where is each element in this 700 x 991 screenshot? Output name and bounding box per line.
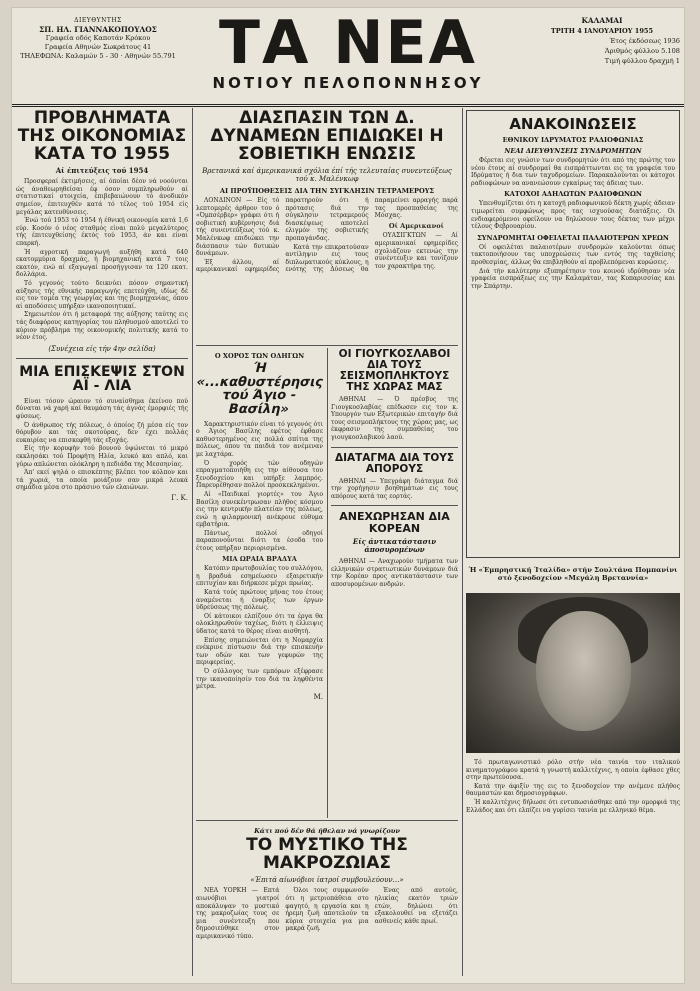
longevity-body [196, 887, 458, 940]
briefs-column [331, 349, 458, 819]
issue-number: Άριθμός φύλλου 5.108 [604, 47, 680, 55]
phones: ΤΗΛΕΦΩΝΑ: Καλαμών 5 - 30 · Αθηνών 55.791 [20, 52, 176, 60]
main-headline: ΔΙΑΣΠΑΣΙΝ ΤΩΝ Δ. ΔΥΝΑΜΕΩΝ ΕΠΙΔΙΩΚΕΙ Η ΣΟΒΙΕΤΙΚΗ ΕΝΩΣΙΣ [210, 110, 444, 164]
paragraph: Σημειωτέον ότι ή μεταφορά της αύξησης ταύτης εις τάς διαφόρους κατηγορίας του πληθυσμού αποτελεί το κύριον πρόβλημα της οικονομικής πολιτικής κατά το νέον έτος. [16, 311, 188, 342]
office-address-2: Γραφεία Αθηνών Σωκράτους 41 [44, 43, 152, 51]
evening-label: ΜΙΑ ΩΡΑΙΑ ΒΡΑΔΥΑ [222, 554, 297, 563]
signature: Μ. [313, 692, 323, 701]
economy-body [16, 178, 188, 341]
economy-headline: ΠΡΟΒΛΗΜΑΤΑ ΤΗΣ ΟΙΚΟΝΟΜΙΑΣ ΚΑΤΑ ΤΟ 1955 [17, 110, 187, 164]
photo-caption: Ή «Έμπρηστική Ίταλίδα» στήν Σουλτάνα Πομπανίνι στό ξενοδοχείον «Μεγάλη Βρεταννία» [468, 566, 678, 582]
paragraph: Προσφεραί έκτιμήσεις, αί όποίαι δέον νά νοούνται ώς άναθεωρηθείσαι έφ όσον συμπληρωθούν αί στατιστικαί στοιχεία, έπιβεβαιώνουν τό άνοδικόν σημείον, έπιτευχθέν κατά τό τέλος τού 1954 είς μεγάλας κατευθύνσεις. [16, 178, 188, 216]
paragraph: ΑΘΗΝΑΙ — Ό πρέσβυς της Γιουγκοσλαβίας επέδωσεν εις τον κ. Υπουργόν των Εξωτερικών επιταγήν διά τους σεισμοπλήκτους της χώρας μας, ως έκφρασιν της συμπαθείας του γιουγκοσλαβικού λαού. [331, 396, 458, 442]
paragraph: Φέρεται εις γνώσιν των συνδρομητών ότι από της πρώτης του νέου έτους αί συνδρομαί θα εισπράττωνται εις τα γραφεία του Ιδρύματος ή δια των ταχυδρομείων. Παρακαλούνται οι κάτοχοι ραδιοφώνων να ανανεώσουν εγκαίρως τας άδειας των. [471, 157, 675, 187]
unregistered-radio-label: ΚΑΤΟΧΟΙ ΑΔΗΛΩΤΩΝ ΡΑΔΙΟΦΩΝΩΝ [504, 190, 642, 199]
year-of-issue: Έτος έκδόσεως 1936 [609, 37, 680, 45]
longevity-headline: ΤΟ ΜΥΣΤΙΚΟ ΤΗΣ ΜΑΚΡΟΖΩΙΑΣ [246, 835, 408, 873]
paragraph: Τό πρωταγωνιστικό ρόλο στήν νέα ταινία του ιταλικού κινηματογράφου κρατά η γνωστή καλλιτέχνις, η οποία έφθασε χθες στην πρωτεύουσα. [466, 759, 680, 782]
paragraph: Οί οφειλέται παλαιοτέρων συνδρομών καλούνται όπως τακτοποιήσουν τας υποχρεώσεις των εντός της ταχθείσης προθεσμίας, άλλως θα επιβληθούν αί προβλεπόμεναι κυρώσεις. [471, 243, 675, 266]
paragraph: Ό σύλλογος των εμπόρων εξέφρασε την ικανοποίησίν του διά τα ληφθέντα μέτρα. [196, 667, 323, 691]
announcements-body-3 [471, 244, 675, 291]
paragraph: Κατά τούς πρώτους μήνας του έτους αναμένεται ή έναρξις των έργων ύδρεύσεως της πόλεως. [196, 589, 323, 612]
announcements-body [471, 157, 675, 187]
paragraph: Όλοι τους συμφωνούν ότι η μετριοπάθεια στο φαγητό, η εργασία και η ήρεμη ζωή αποτελούν τα κύρια στοιχεία για μια μακρά ζωή. [285, 887, 369, 933]
longevity-story [196, 824, 458, 976]
actress-story [466, 563, 680, 976]
paragraph: ΟΥΑΣΙΓΚΤΩΝ — Αί αμερικανικαί εφημερίδες σχολιάζουν εκτενώς την συνέντευξιν και τονίζουν τον χαρακτήρα της. [374, 232, 458, 270]
issue-date: ΤΡΙΤΗ 4 ΙΑΝΟΥΑΡΙΟΥ 1955 [550, 27, 654, 35]
actress-photo [466, 593, 680, 753]
santa-body [196, 421, 323, 691]
paragraph: Ένώ τού 1953 τό 1954 ή έθνική οικονομία κατά 1,6 εύρ. Κοσόν ό νέος σταθμός είναι πολύ μεγαλύτερος τής έπιτευχθείσης έκτός τού 1953, άν και είναι επαρκή. [16, 217, 188, 248]
paragraph: Επίσης σημειώνεται ότι η Νομαρχία ενέκρινε πίστωσιν διά την επισκευήν των οδών και των γεφυρών της περιφερείας. [196, 636, 323, 667]
director-label: ΔΙΕΥΘΥΝΤΗΣ [74, 17, 122, 24]
newspaper-subtitle: ΝΟΤΙΟΥ ΠΕΛΟΠΟΝΝΗΣΟΥ [212, 74, 484, 92]
paragraph: Ή αγροτική παραγωγή αυξήθη κατά 640 εκατομμύρια δραχμάς, ή βιομηχανική κατά 7 τοις εκατόν, ενώ αί εξαγωγαί προσήγγισαν τα 120 εκατ. δολλάρια. [16, 248, 188, 279]
price: Τιμή φύλλου δραχμή 1 [604, 57, 680, 65]
korea-subhead: Είς άντικατάστασιν άποσυρομένων [352, 536, 437, 555]
longevity-kicker: Κάτι πού δέν θά ήθελαν νά γνωρίζουν [254, 827, 400, 835]
paragraph: Υπενθυμίζεται ότι η κατοχή ραδιοφωνικού δέκτη χωρίς άδειαν τιμωρείται συμφώνως προς τας ισχυούσας διατάξεις. Οι ενδιαφερόμενοι οφείλουν να δηλώσουν τους δέκτας των μέχρι τέλους Φεβρουαρίου. [471, 200, 675, 231]
newspaper-page [12, 8, 684, 983]
yugoslavs-headline: ΟΙ ΓΙΟΥΓΚΟΣΛΑΒΟΙ ΔΙΑ ΤΟΥΣ ΣΕΙΣΜΟΠΛΗΚΤΟΥΣ ΤΗΣ ΧΩΡΑΣ ΜΑΣ [338, 349, 451, 394]
paragraph: Αί «Παιδικαί γιορτές» του Άγιο Βασίλη συνεκέντρωσαν πλήθος κόσμου εις την κεντρικήν πλατείαν της πόλεως, ενώ η φιλαρμονική ανέκρουε εύθυμα εμβατήρια. [196, 490, 323, 529]
santa-headline: Ή «...καθυστέρησις τού Άγιο - Βασίλη» [196, 361, 323, 417]
paragraph: Είναι τόσον ώραιον τό συναίσθημα έκείνου πού δύναται νά χαρή καί θαυμάση τάς άγνάς έμορφιές τής φύσεως. [16, 397, 188, 421]
radio-foundation: ΕΘΝΙΚΟΥ ΙΔΡΥΜΑΤΟΣ ΡΑΔΙΟΦΩΝΙΑΣ [502, 136, 644, 144]
economy-subhead: Αί έπιτεύξεις τού 1954 [55, 165, 149, 175]
continued-note: (Συνέχεια είς τήν 4ην σελίδα) [48, 344, 156, 353]
korea-body [331, 558, 458, 588]
paragraph: Κατά την επικρατούσαν αντίληψιν εις τους διπλωματικούς κύκλους, η ενότης της Δύσεως θα παραμείνει αρραγής παρά τας προσπαθείας της Μόσχας. [285, 197, 458, 274]
paragraph: Διά τήν καλύτερην εξυπηρέτησιν του κοινού ιδρύθησαν νέα γραφεία εισπράξεως εις την Καλαμάταν, τας Κυπαρισσίας και την Σπάρτην. [471, 267, 675, 290]
paragraph: Ένας από αυτούς, ηλικίας εκατόν τριών ετών, δηλώνει ότι εξακολουθεί να εξετάζει ασθενείς κάθε πρωί. [374, 887, 458, 925]
paragraph: Χαρακτηριστικόν είναι τό γεγονός ότι ο Άγιος Βασίλης εφέτος έφθασε καθυστερημένος εις πολλά σπίτια της πόλεως, όπου τα παιδιά τον ανέμεναν με λαχτάρα. [196, 420, 323, 458]
main-subhead: Βρετανικά καί άμερικανικά σχόλια έπί τής τελευταίας συνεντεύξεως τού κ. Μαλένκωφ [202, 166, 452, 184]
paragraph: ΑΘΗΝΑΙ — Αναχωρούν τμήματα των ελληνικών στρατιωτικών δυνάμεων διά την Κορέαν προς αντικατάστασιν των αποσυρομένων ανδρών. [331, 558, 458, 588]
paragraph: Ό χορός τών οδηγών επραγματοποιήθη εις την αίθουσα του ξενοδοχείου και υπήρξε λαμπρός. Παρευρέθησαν πολλοί προσκεκλημένοι. [196, 459, 323, 490]
radio-announcements [466, 110, 680, 558]
actress-body [466, 759, 680, 815]
paragraph: Είς τήν κορυφήν τού βουνού ύψώνεται τό μικρό εκκλησάκι τού Προφήτη Ηλία, λευκό και απλό, και γύρω απλώνεται ολόκληρη η πεδιάδα της Μεσσηνίας. [16, 445, 188, 468]
main-kicker: ΑΙ ΠΡΟΫΠΟΘΕΣΕΙΣ ΔΙΑ ΤΗΝ ΣΥΓΚΛΗΣΙΝ ΤΕΤΡΑΜΕΡΟΥΣ [219, 187, 435, 196]
newspaper-title: ΤΑ ΝΕΑ [219, 8, 477, 78]
office-address-1: Γραφεία οδός Καποτάν Κρόκου [45, 34, 151, 42]
paragraph: Οί κάτοικοι ελπίζουν ότι τα έργα θα ολοκληρωθούν ταχέως, διότι η έλλειψις ύδατος κατά το θέρος είναι αισθητή. [196, 612, 323, 635]
main-story [196, 110, 458, 342]
visit-body [16, 398, 188, 492]
masthead-left-info [18, 16, 178, 61]
paragraph: Άπ' εκεί ψηλά ο επισκέπτης βλέπει τον κόλπον και τά χωριά, τα οποία μοιάζουν σαν μικρά λευκά σημάδια μέσα στο πράσινο τών ελαιώνων. [16, 469, 188, 492]
decree-body [331, 478, 458, 501]
santa-kicker: Ο ΧΟΡΟΣ ΤΩΝ ΟΔΗΓΩΝ [214, 352, 305, 360]
announcements-body-2 [471, 200, 675, 230]
announcements-headline: ΑΝΑΚΟΙΝΩΣΕΙΣ [509, 115, 637, 133]
director-name: ΣΠ. ΗΛ. ΓΙΑΝΝΑΚΟΠΟΥΛΟΣ [39, 25, 157, 34]
signature: Γ. Κ. [171, 494, 188, 502]
santa-story [196, 349, 323, 819]
paragraph: ΑΘΗΝΑΙ — Υπεγράφη διάταγμα διά την χορήγησιν βοηθημάτων εις τους απόρους κατά τας εορτάς. [331, 477, 458, 500]
americans-label: Οί Αμερικανοί [388, 221, 444, 230]
main-body [196, 197, 458, 274]
paragraph: Κατά την άφιξίν της εις το ξενοδοχείον την ανέμενε πλήθος θαυμαστών και δημοσιογράφων. [466, 782, 680, 798]
paragraph: Ή καλλιτέχνις δήλωσε ότι εντυπωσιάσθηκε από την ομορφιά της Ελλάδος και ότι ελπίζει να γυρίσει ταινία με ελληνικό θέμα. [466, 798, 680, 814]
paragraph: ΝΕΑ ΥΟΡΚΗ — Επτά αιωνόβιοι γιατροί αποκάλυψαν το μυστικό της μακροζωίας τους σε μια συνέντευξη που δημοσιεύθηκε στον αμερικανικό τύπο. [196, 887, 280, 940]
masthead-right-info [524, 16, 680, 66]
paragraph: Κατόπιν πρωτοβουλίας του συλλόγου, η βραδυά εσημείωσεν εξαιρετικήν επιτυχίαν και διήρκεσε μέχρι πρωίας. [196, 565, 323, 588]
paragraph: Έξ άλλου, αί αμερικανικαί εφημερίδες παρατηρούν ότι ή πρότασις διά την σύγκλησιν τετραμερούς διασκέψεως αποτελεί ελιγμόν της σοβιετικής προπαγάνδας. [196, 197, 369, 274]
longevity-lead: «Έπιτά αίωνόβιοι ίατροί συμβουλεύουν...» [250, 875, 404, 884]
new-addresses: ΝΕΑΙ ΔΙΕΥΘΥΝΣΕΙΣ ΣΥΝΔΡΟΜΗΤΩΝ [504, 147, 642, 155]
debtors-label: ΣΥΝΔΡΟΜΗΤΑΙ ΟΦΕΙΛΕΤΑΙ ΠΑΛΑΙΟΤΕΡΩΝ ΧΡΕΩΝ [477, 233, 669, 242]
paragraph: Τό γεγονός τούτο δεικνύει πόσον σημαντική αύξησις τής εθνικής παραγωγής επετεύχθη, ιδίως δέ εις τον τομέα της γεωργίας και της βιομηχανίας, όπου αί αποδόσεις υπήρξαν ικανοποιητικαί. [16, 280, 188, 310]
city: ΚΑΛΑΜΑΙ [581, 16, 623, 25]
decree-headline: ΔΙΑΤΑΓΜΑ ΔΙΑ ΤΟΥΣ ΑΠΟΡΟΥΣ [334, 451, 455, 475]
masthead [12, 8, 684, 107]
korea-headline: ΑΝΕΧΩΡΗΣΑΝ ΔΙΑ ΚΟΡΕΑΝ [339, 510, 450, 535]
visit-headline: ΜΙΑ ΕΠΙΣΚΕΨΙΣ ΣΤΟΝ ΑΪ - ΛΙΑ [19, 363, 185, 395]
paragraph: ΛΟΝΔΙΝΟΝ — Είς τό λεπτομερές άρθρον του ό «Όμπσέρβερ» γράφει ότι ή σοβιετική κυβέρνησις διά τής συνεντεύξεως τού κ. Μαλένκωφ επιδιώκει την διάσπασιν τών δυτικών δυνάμεων. [196, 197, 280, 258]
yugoslavs-body [331, 396, 458, 442]
left-column [16, 110, 188, 976]
paragraph: Πάντως, πολλοί οδηγοί παραπονούνται διότι τα έσοδα του έτους υπήρξαν περιορισμένα. [196, 529, 323, 553]
paragraph: Ό άνθρωπος τής πόλεως, ό όποίος ζή μέσα είς τον θόρυβον και τάς σκοτούρας, δεν έχει πολλάς ευκαιρίας να επισκεφθή τάς εξοχάς. [16, 421, 188, 444]
